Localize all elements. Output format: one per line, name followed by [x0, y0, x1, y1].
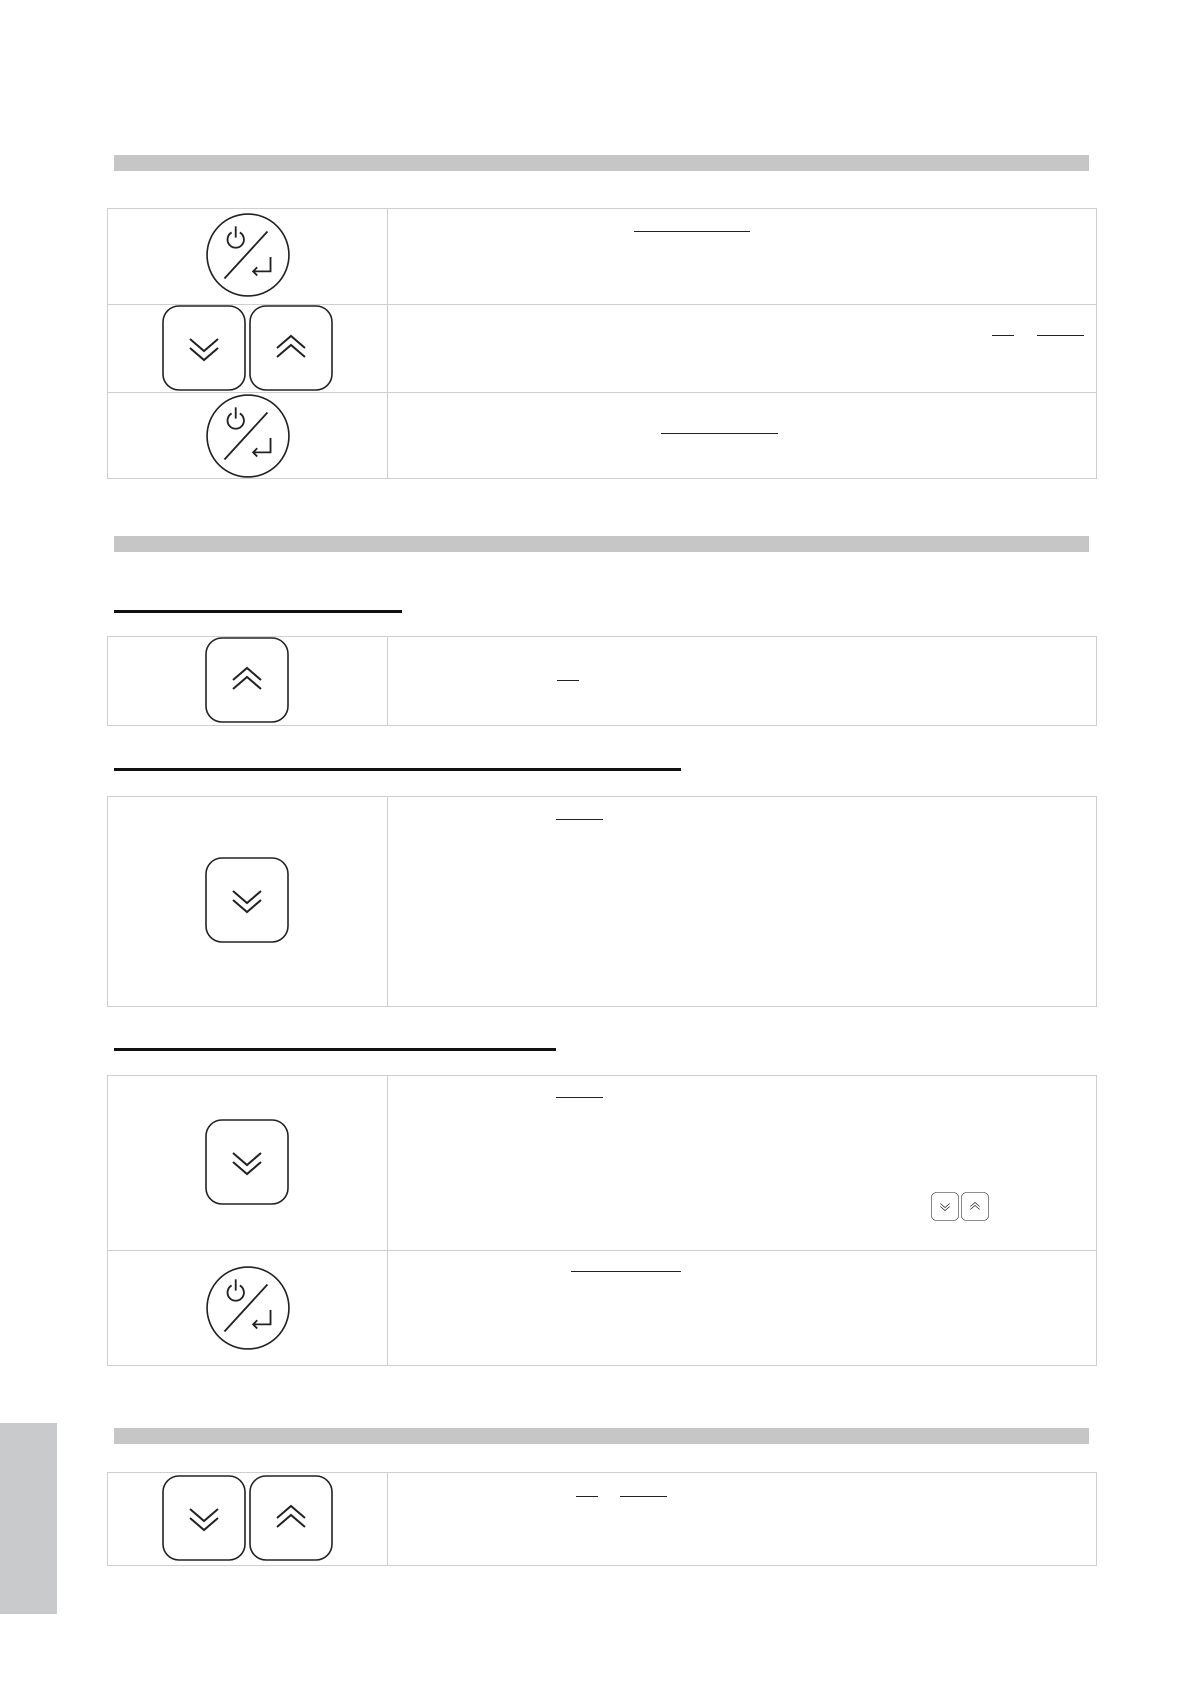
subsection-heading-underline [114, 768, 681, 771]
table-row [108, 304, 1096, 392]
table-row [108, 1250, 1096, 1365]
table-row [108, 209, 1096, 304]
table-row [108, 1473, 1096, 1565]
column-divider [387, 305, 388, 392]
text-underline [556, 1097, 603, 1098]
table-row [108, 797, 1096, 1006]
text-underline [661, 433, 778, 434]
section-header-bar [114, 155, 1089, 171]
down-button-icon [162, 1475, 246, 1561]
side-tab [0, 1423, 57, 1614]
column-divider [387, 797, 388, 1006]
text-underline [556, 819, 603, 820]
column-divider [387, 209, 388, 304]
instruction-table [107, 636, 1097, 726]
instruction-table [107, 796, 1097, 1007]
text-underline [634, 231, 750, 232]
subsection-heading-underline [114, 610, 402, 613]
power-enter-icon [205, 1265, 291, 1351]
column-divider [387, 1076, 388, 1250]
table-row [108, 1076, 1096, 1250]
table-row [108, 392, 1096, 478]
up-button-icon [249, 1475, 333, 1561]
column-divider [387, 1473, 388, 1565]
text-underline [992, 335, 1014, 336]
power-enter-icon [205, 393, 291, 479]
text-underline [557, 680, 579, 681]
text-underline [620, 1496, 667, 1497]
instruction-table [107, 1075, 1097, 1366]
text-underline [576, 1496, 598, 1497]
section-header-bar [114, 1428, 1089, 1444]
instruction-table [107, 1472, 1097, 1566]
text-underline [571, 1271, 681, 1272]
up-button-icon [249, 305, 333, 391]
column-divider [387, 637, 388, 725]
up-button-icon [205, 637, 289, 723]
text-underline [1037, 335, 1084, 336]
column-divider [387, 393, 388, 478]
up-button-small-icon [961, 1192, 989, 1221]
subsection-heading-underline [114, 1048, 556, 1051]
down-button-icon [162, 305, 246, 391]
down-button-icon [205, 857, 289, 943]
down-button-small-icon [931, 1192, 959, 1221]
table-row [108, 637, 1096, 725]
section-header-bar [114, 536, 1089, 552]
power-enter-icon [205, 212, 291, 298]
down-button-icon [205, 1119, 289, 1205]
instruction-table [107, 208, 1097, 479]
column-divider [387, 1251, 388, 1365]
